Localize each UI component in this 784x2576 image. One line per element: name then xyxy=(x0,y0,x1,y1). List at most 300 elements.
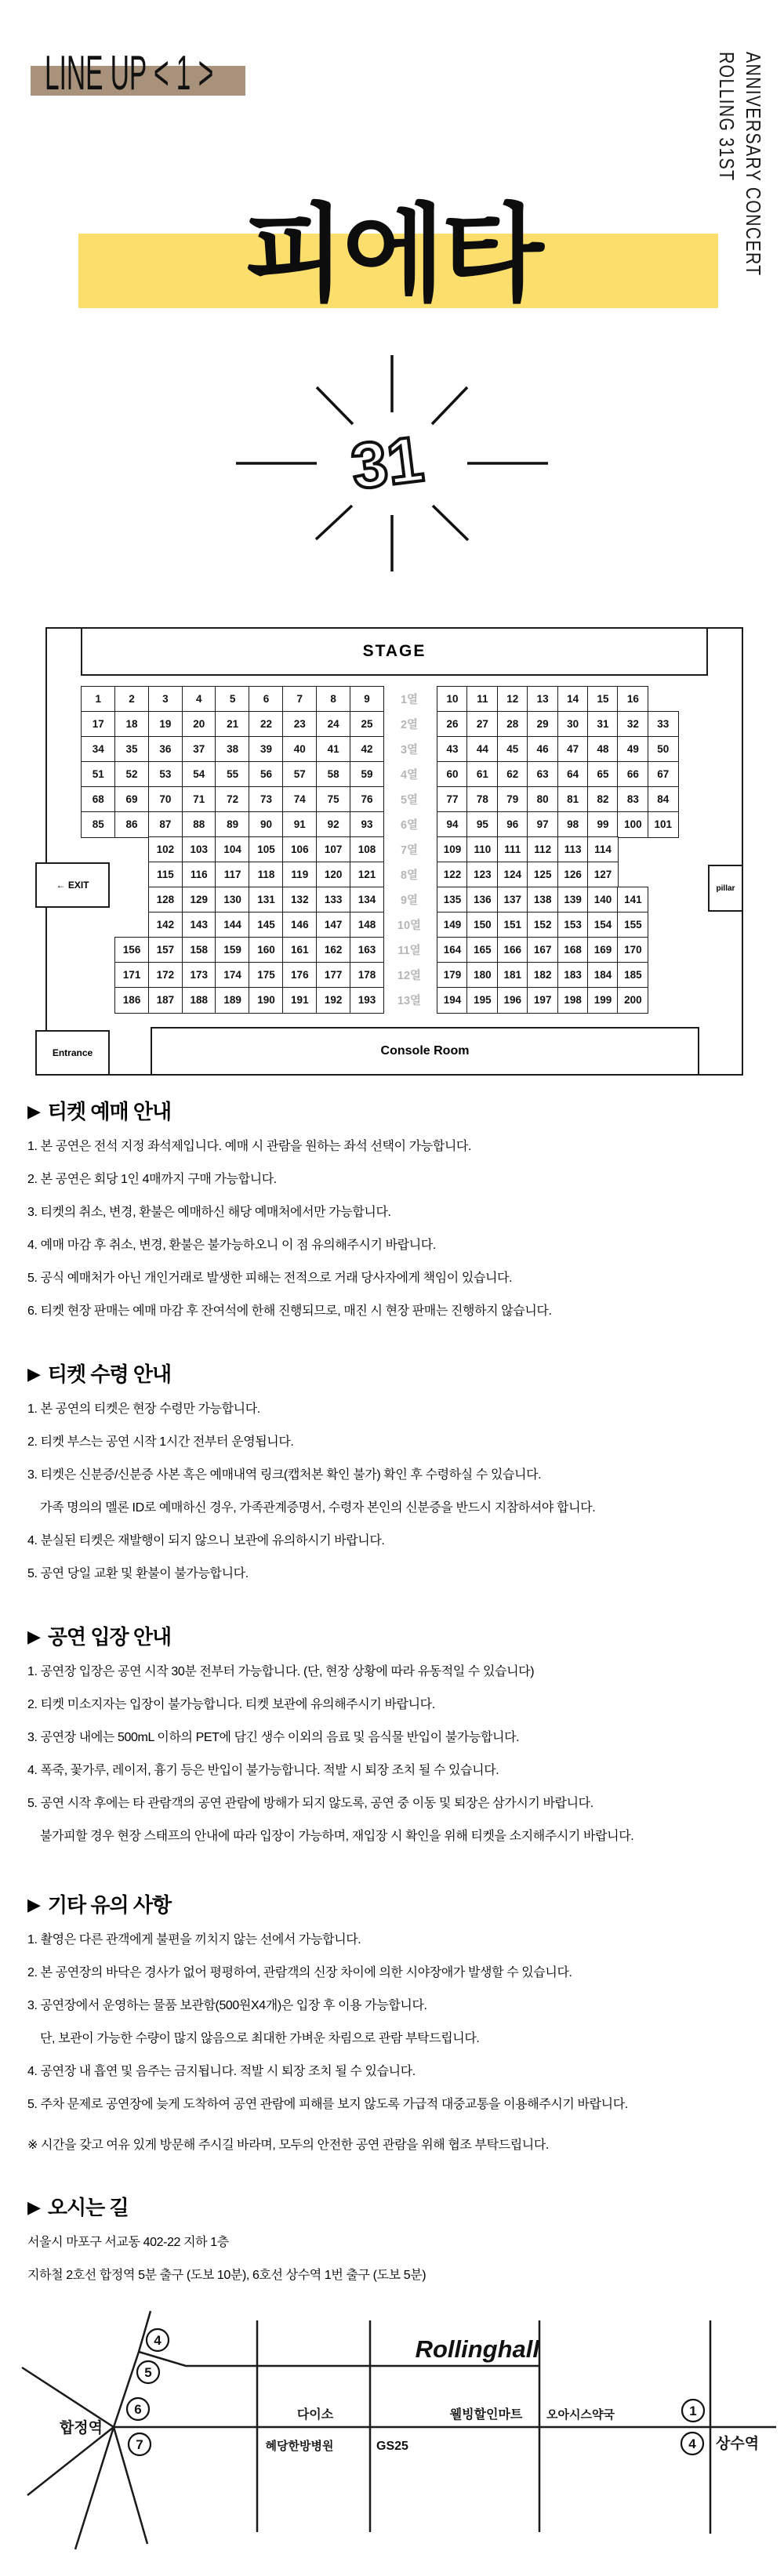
seat-cell: 184 xyxy=(587,962,619,989)
seat-cell: 200 xyxy=(617,987,648,1014)
section-item: 불가피할 경우 현장 스태프의 안내에 따라 입장이 가능하며, 재입장 시 확인을 위해 티켓을 소지해주시기 바랍니다. xyxy=(40,1830,634,1843)
seat-cell: 73 xyxy=(249,786,283,813)
seat-cell: 135 xyxy=(437,887,468,913)
seat-cell: 78 xyxy=(466,786,498,813)
seat-cell: 29 xyxy=(527,711,558,738)
seat-cell: 79 xyxy=(497,786,528,813)
station-label-hapjeong: 합정역 xyxy=(59,2420,103,2436)
venue-label: Rollinghall xyxy=(415,2335,539,2363)
seat-cell: 162 xyxy=(316,937,350,963)
seat-cell: 38 xyxy=(215,736,249,763)
directions-heading: ▶ 오시는 길 xyxy=(27,2196,129,2219)
seat-cell: 159 xyxy=(215,937,249,963)
console-room-box xyxy=(151,1027,699,1076)
seat-cell: 40 xyxy=(282,736,317,763)
seat-cell: 198 xyxy=(557,987,589,1014)
seat-cell: 158 xyxy=(182,937,216,963)
section-item: 가족 명의의 멜론 ID로 예매하신 경우, 가족관계증명서, 수령자 본인의 신분증을 반드시 지참하셔야 합니다. xyxy=(40,1501,596,1515)
station-label-sangsu: 상수역 xyxy=(716,2436,760,2452)
place-label-gs25: GS25 xyxy=(376,2440,408,2453)
seat-cell: 42 xyxy=(350,736,384,763)
seat-cell: 16 xyxy=(617,686,648,713)
seat-cell: 103 xyxy=(182,836,216,863)
seat-cell: 101 xyxy=(648,811,679,838)
seat-cell: 169 xyxy=(587,937,619,963)
seat-cell: 130 xyxy=(215,887,249,913)
lineup-label: LINE UP < 1 > xyxy=(45,46,214,100)
seat-cell: 58 xyxy=(316,761,350,788)
seat-cell: 142 xyxy=(148,912,183,938)
seat-cell: 46 xyxy=(527,736,558,763)
exit-label: ← EXIT xyxy=(56,880,89,891)
pillar-label: pillar xyxy=(716,883,735,893)
seat-cell: 98 xyxy=(557,811,589,838)
seat-cell: 199 xyxy=(587,987,619,1014)
seat-cell: 32 xyxy=(617,711,648,738)
seat-cell: 22 xyxy=(249,711,283,738)
seat-cell: 90 xyxy=(249,811,283,838)
seat-cell: 145 xyxy=(249,912,283,938)
seat-cell: 18 xyxy=(114,711,149,738)
seat-cell: 118 xyxy=(249,862,283,888)
seat-cell: 61 xyxy=(466,761,498,788)
seat-cell: 153 xyxy=(557,912,589,938)
seat-cell: 152 xyxy=(527,912,558,938)
seat-cell: 120 xyxy=(316,862,350,888)
seat-cell: 146 xyxy=(282,912,317,938)
seat-cell: 70 xyxy=(148,786,183,813)
row-label: 4열 xyxy=(400,768,419,782)
seat-cell: 23 xyxy=(282,711,317,738)
section-item: 3. 티켓의 취소, 변경, 환불은 예매하신 해당 예매처에서만 가능합니다. xyxy=(27,1206,391,1219)
seat-cell: 94 xyxy=(437,811,468,838)
section-item: 5. 공식 예매처가 아닌 개인거래로 발생한 피해는 전적으로 거래 당사자에게 책임이 있습니다. xyxy=(27,1272,513,1285)
seat-cell: 170 xyxy=(617,937,648,963)
row-label: 10열 xyxy=(397,919,422,932)
row-label: 6열 xyxy=(400,818,419,832)
section-marker-icon: ▶ xyxy=(27,2197,40,2217)
info-section xyxy=(27,1621,764,1853)
seat-cell: 155 xyxy=(617,912,648,938)
seat-cell: 137 xyxy=(497,887,528,913)
stage-label: STAGE xyxy=(362,642,426,660)
place-label-mart: 웰빙할인마트 xyxy=(449,2408,523,2422)
artist-title: 피에타 xyxy=(243,195,541,314)
seat-cell: 195 xyxy=(466,987,498,1014)
seat-cell: 62 xyxy=(497,761,528,788)
seat-cell: 10 xyxy=(437,686,468,713)
section-marker-icon: ▶ xyxy=(27,1101,40,1121)
section-item: 2. 티켓 미소지자는 입장이 불가능합니다. 티켓 보관에 유의해주시기 바랍니다. xyxy=(27,1698,435,1711)
seat-cell: 113 xyxy=(557,836,589,863)
seat-cell: 93 xyxy=(350,811,384,838)
seat-cell: 77 xyxy=(437,786,468,813)
seat-cell: 39 xyxy=(249,736,283,763)
section-item: 2. 본 공연은 회당 1인 4매까지 구매 가능합니다. xyxy=(27,1173,277,1186)
seat-cell: 36 xyxy=(148,736,183,763)
hapjeong-exit-7-icon xyxy=(129,2433,151,2455)
row-label: 13열 xyxy=(397,994,422,1007)
footnote-notice: ※ 시간을 갖고 여유 있게 방문해 주시길 바라며, 모두의 안전한 공연 관람을 위해 협조 부탁드립니다. xyxy=(27,2139,549,2152)
seat-cell: 126 xyxy=(557,862,589,888)
svg-text:6: 6 xyxy=(134,2402,142,2417)
sangsu-exit-4-icon xyxy=(681,2433,703,2454)
section-heading xyxy=(27,1359,764,1393)
seat-cell: 196 xyxy=(497,987,528,1014)
section-item: 3. 공연장 내에는 500mL 이하의 PET에 담긴 생수 이외의 음료 및 음식물 반입이 불가능합니다. xyxy=(27,1731,520,1744)
seat-cell: 57 xyxy=(282,761,317,788)
map-roads xyxy=(22,2311,776,2549)
directions-section xyxy=(27,2192,764,2292)
seat-cell: 128 xyxy=(148,887,183,913)
road-diagonal-upleft xyxy=(22,2367,114,2427)
seat-cell: 110 xyxy=(466,836,498,863)
svg-text:1: 1 xyxy=(689,2404,697,2418)
seat-cell: 114 xyxy=(587,836,619,863)
row-label: 11열 xyxy=(397,944,421,957)
stage-box xyxy=(81,627,708,676)
section-marker-icon: ▶ xyxy=(27,1895,40,1914)
sangsu-exit-1-icon xyxy=(682,2400,704,2422)
seat-cell: 33 xyxy=(648,711,679,738)
seat-cell: 191 xyxy=(282,987,317,1014)
seat-cell: 108 xyxy=(350,836,384,863)
seat-cell: 19 xyxy=(148,711,183,738)
seat-cell: 156 xyxy=(114,937,149,963)
seat-cell: 48 xyxy=(587,736,619,763)
seat-cell: 141 xyxy=(617,887,648,913)
vertical-title-line-inner: ROLLING 31ST xyxy=(715,52,739,182)
seat-cell: 49 xyxy=(617,736,648,763)
subway-guide: 지하철 2호선 합정역 5분 출구 (도보 10분), 6호선 상수역 1번 출구 (도보 5분) xyxy=(27,2269,426,2282)
section-item: 2. 본 공연장의 바닥은 경사가 없어 평평하여, 관람객의 신장 차이에 의한 시야장애가 발생할 수 있습니다. xyxy=(27,1966,572,1979)
seat-cell: 129 xyxy=(182,887,216,913)
section-item: 4. 분실된 티켓은 재발행이 되지 않으니 보관에 유의하시기 바랍니다. xyxy=(27,1534,385,1547)
section-heading xyxy=(27,1096,764,1130)
svg-text:4: 4 xyxy=(154,2333,162,2348)
row-label: 12열 xyxy=(397,969,422,982)
section-item: 3. 공연장에서 운영하는 물품 보관함(500원X4개)은 입장 후 이용 가능합니다. xyxy=(27,1999,427,2012)
seat-cell: 25 xyxy=(350,711,384,738)
seat-cell: 44 xyxy=(466,736,498,763)
row-label: 2열 xyxy=(400,718,419,731)
seat-cell: 14 xyxy=(557,686,589,713)
seat-cell: 179 xyxy=(437,962,468,989)
seat-cell: 11 xyxy=(466,686,498,713)
seat-cell: 30 xyxy=(557,711,589,738)
seat-cell: 182 xyxy=(527,962,558,989)
seat-cell: 115 xyxy=(148,862,183,888)
seat-cell: 96 xyxy=(497,811,528,838)
seat-cell: 144 xyxy=(215,912,249,938)
seat-cell: 4 xyxy=(182,686,216,713)
seat-cell: 26 xyxy=(437,711,468,738)
venue-address: 서울시 마포구 서교동 402-22 지하 1층 xyxy=(27,2236,229,2249)
seat-cell: 180 xyxy=(466,962,498,989)
seat-cell: 197 xyxy=(527,987,558,1014)
seat-cell: 6 xyxy=(249,686,283,713)
seat-cell: 148 xyxy=(350,912,384,938)
console-room-label: Console Room xyxy=(380,1044,470,1058)
seat-cell: 65 xyxy=(587,761,619,788)
seat-cell: 7 xyxy=(282,686,317,713)
seat-cell: 105 xyxy=(249,836,283,863)
section-marker-icon: ▶ xyxy=(27,1364,40,1384)
seat-cell: 15 xyxy=(587,686,619,713)
seat-cell: 117 xyxy=(215,862,249,888)
seat-cell: 163 xyxy=(350,937,384,963)
section-heading-text: 티켓 예매 안내 xyxy=(47,1100,172,1123)
seat-cell: 21 xyxy=(215,711,249,738)
section-item: 1. 공연장 입장은 공연 시작 30분 전부터 가능합니다. (단, 현장 상황에 따라 유동적일 수 있습니다) xyxy=(27,1665,535,1678)
seat-cell: 193 xyxy=(350,987,384,1014)
section-heading xyxy=(27,1889,764,1924)
seat-cell: 82 xyxy=(587,786,619,813)
seat-cell: 88 xyxy=(182,811,216,838)
seat-cell: 17 xyxy=(81,711,115,738)
seat-cell: 185 xyxy=(617,962,648,989)
seat-cell: 149 xyxy=(437,912,468,938)
entrance-label: Entrance xyxy=(52,1047,93,1058)
row-label: 3열 xyxy=(400,743,419,756)
seat-cell: 51 xyxy=(81,761,115,788)
seat-cell: 71 xyxy=(182,786,216,813)
section-item: 5. 주차 문제로 공연장에 늦게 도착하여 공연 관람에 피해를 보지 않도록 가급적 대중교통을 이용해주시기 바랍니다. xyxy=(27,2098,628,2111)
seat-cell: 102 xyxy=(148,836,183,863)
seat-cell: 31 xyxy=(587,711,619,738)
row-label: 9열 xyxy=(400,894,419,907)
entrance-box xyxy=(35,1030,110,1076)
section-item: 6. 티켓 현장 판매는 예매 마감 후 잔여석에 한해 진행되므로, 매진 시 현장 판매는 진행하지 않습니다. xyxy=(27,1304,552,1318)
info-section xyxy=(27,1889,764,2121)
seat-cell: 161 xyxy=(282,937,317,963)
seat-cell: 192 xyxy=(316,987,350,1014)
seat-cell: 76 xyxy=(350,786,384,813)
seat-cell: 187 xyxy=(148,987,183,1014)
info-section xyxy=(27,1359,764,1591)
seat-cell: 190 xyxy=(249,987,283,1014)
section-heading-text: 티켓 수령 안내 xyxy=(47,1362,172,1386)
seat-cell: 111 xyxy=(497,836,528,863)
seat-cell: 9 xyxy=(350,686,384,713)
seat-cell: 3 xyxy=(148,686,183,713)
seat-cell: 69 xyxy=(114,786,149,813)
seat-cell: 116 xyxy=(182,862,216,888)
seat-cell: 37 xyxy=(182,736,216,763)
svg-text:4: 4 xyxy=(688,2436,696,2451)
seat-cell: 99 xyxy=(587,811,619,838)
seat-cell: 74 xyxy=(282,786,317,813)
seat-cell: 134 xyxy=(350,887,384,913)
place-label-pharmacy: 오아시스약국 xyxy=(546,2408,615,2422)
row-label: 5열 xyxy=(400,793,419,807)
seat-cell: 41 xyxy=(316,736,350,763)
hapjeong-exit-4-icon xyxy=(147,2329,169,2351)
road-diagonal-downleft-1 xyxy=(27,2427,114,2495)
seat-cell: 136 xyxy=(466,887,498,913)
seat-cell: 173 xyxy=(182,962,216,989)
seat-cell: 165 xyxy=(466,937,498,963)
seat-cell: 8 xyxy=(316,686,350,713)
seat-cell: 97 xyxy=(527,811,558,838)
section-item: 1. 본 공연의 티켓은 현장 수령만 가능합니다. xyxy=(27,1402,260,1416)
seat-cell: 43 xyxy=(437,736,468,763)
seat-cell: 123 xyxy=(466,862,498,888)
seat-cell: 131 xyxy=(249,887,283,913)
section-item: 1. 본 공연은 전석 지정 좌석제입니다. 예매 시 관람을 원하는 좌석 선택이 가능합니다. xyxy=(27,1140,472,1153)
seat-cell: 87 xyxy=(148,811,183,838)
seat-cell: 28 xyxy=(497,711,528,738)
seat-cell: 50 xyxy=(648,736,679,763)
seat-cell: 160 xyxy=(249,937,283,963)
seat-cell: 106 xyxy=(282,836,317,863)
seat-cell: 175 xyxy=(249,962,283,989)
exit-box xyxy=(35,862,110,908)
seat-cell: 164 xyxy=(437,937,468,963)
seat-cell: 138 xyxy=(527,887,558,913)
seat-cell: 45 xyxy=(497,736,528,763)
seat-cell: 186 xyxy=(114,987,149,1014)
seat-cell: 176 xyxy=(282,962,317,989)
seat-cell: 139 xyxy=(557,887,589,913)
section-item: 4. 공연장 내 흡연 및 음주는 금지됩니다. 적발 시 퇴장 조치 될 수 있습니다. xyxy=(27,2065,416,2078)
seat-cell: 83 xyxy=(617,786,648,813)
pillar-box xyxy=(708,865,743,912)
seat-cell: 27 xyxy=(466,711,498,738)
seat-cell: 166 xyxy=(497,937,528,963)
svg-text:5: 5 xyxy=(144,2365,152,2380)
seat-cell: 172 xyxy=(148,962,183,989)
seat-cell: 53 xyxy=(148,761,183,788)
seat-cell: 95 xyxy=(466,811,498,838)
logo-number: 31 xyxy=(347,423,427,503)
seat-cell: 154 xyxy=(587,912,619,938)
seat-cell: 54 xyxy=(182,761,216,788)
seat-cell: 89 xyxy=(215,811,249,838)
seat-cell: 107 xyxy=(316,836,350,863)
seat-cell: 194 xyxy=(437,987,468,1014)
anniversary-31-logo xyxy=(220,337,564,588)
seat-cell: 66 xyxy=(617,761,648,788)
seat-cell: 147 xyxy=(316,912,350,938)
seat-cell: 189 xyxy=(215,987,249,1014)
seat-cell: 5 xyxy=(215,686,249,713)
section-item: 단, 보관이 가능한 수량이 많지 않음으로 최대한 가벼운 차림으로 관람 부탁드립니다. xyxy=(40,2032,480,2045)
seat-cell: 52 xyxy=(114,761,149,788)
row-label: 7열 xyxy=(400,844,419,857)
svg-text:7: 7 xyxy=(136,2437,143,2452)
road-diagonal-downleft-2 xyxy=(75,2427,114,2549)
seat-cell: 34 xyxy=(81,736,115,763)
seat-cell: 35 xyxy=(114,736,149,763)
seat-cell: 119 xyxy=(282,862,317,888)
seat-cell: 109 xyxy=(437,836,468,863)
seat-cell: 1 xyxy=(81,686,115,713)
section-item: 5. 공연 시작 후에는 타 관람객의 공연 관람에 방해가 되지 않도록, 공연 중 이동 및 퇴장은 삼가시기 바랍니다. xyxy=(27,1797,593,1810)
seat-cell: 143 xyxy=(182,912,216,938)
seat-cell: 60 xyxy=(437,761,468,788)
section-heading-text: 기타 유의 사항 xyxy=(47,1893,172,1917)
seat-cell: 178 xyxy=(350,962,384,989)
row-label: 1열 xyxy=(400,693,419,706)
seat-cell: 133 xyxy=(316,887,350,913)
location-map xyxy=(0,2301,784,2576)
seat-cell: 174 xyxy=(215,962,249,989)
seat-cell: 104 xyxy=(215,836,249,863)
seat-cell: 188 xyxy=(182,987,216,1014)
vertical-title-line-outer: ANNIVERSARY CONCERT xyxy=(742,52,765,277)
section-item: 4. 예매 마감 후 취소, 변경, 환불은 불가능하오니 이 점 유의해주시기 바랍니다. xyxy=(27,1239,436,1252)
place-label-daiso: 다이소 xyxy=(296,2408,334,2422)
section-marker-icon: ▶ xyxy=(27,1627,40,1646)
seat-cell: 63 xyxy=(527,761,558,788)
section-item: 2. 티켓 부스는 공연 시작 1시간 전부터 운영됩니다. xyxy=(27,1435,294,1449)
seat-cell: 121 xyxy=(350,862,384,888)
section-heading-text: 공연 입장 안내 xyxy=(47,1625,172,1649)
seat-cell: 171 xyxy=(114,962,149,989)
seat-cell: 151 xyxy=(497,912,528,938)
seat-cell: 112 xyxy=(527,836,558,863)
seat-cell: 100 xyxy=(617,811,648,838)
seat-cell: 181 xyxy=(497,962,528,989)
seat-cell: 91 xyxy=(282,811,317,838)
seat-cell: 81 xyxy=(557,786,589,813)
hapjeong-exit-6-icon xyxy=(127,2398,149,2420)
row-label: 8열 xyxy=(400,869,419,882)
seat-cell: 168 xyxy=(557,937,589,963)
section-item: 3. 티켓은 신분증/신분증 사본 혹은 예매내역 링크(캡처본 확인 불가) 확인 후 수령하실 수 있습니다. xyxy=(27,1468,542,1482)
seat-cell: 68 xyxy=(81,786,115,813)
place-label-hospital: 혜당한방병원 xyxy=(265,2440,334,2453)
seat-cell: 67 xyxy=(648,761,679,788)
seat-cell: 122 xyxy=(437,862,468,888)
hapjeong-exit-5-icon xyxy=(137,2361,159,2383)
seat-cell: 47 xyxy=(557,736,589,763)
seat-cell: 125 xyxy=(527,862,558,888)
section-item: 5. 공연 당일 교환 및 환불이 불가능합니다. xyxy=(27,1567,249,1580)
seat-cell: 84 xyxy=(648,786,679,813)
section-heading xyxy=(27,1621,764,1656)
seat-cell: 56 xyxy=(249,761,283,788)
seat-cell: 24 xyxy=(316,711,350,738)
seat-cell: 177 xyxy=(316,962,350,989)
section-item: 1. 촬영은 다른 관객에게 불편을 끼치지 않는 선에서 가능합니다. xyxy=(27,1933,361,1947)
seat-cell: 86 xyxy=(114,811,149,838)
seat-cell: 20 xyxy=(182,711,216,738)
seat-cell: 55 xyxy=(215,761,249,788)
seat-cell: 124 xyxy=(497,862,528,888)
seat-cell: 64 xyxy=(557,761,589,788)
info-section xyxy=(27,1096,764,1328)
seat-cell: 132 xyxy=(282,887,317,913)
seat-cell: 92 xyxy=(316,811,350,838)
seat-cell: 183 xyxy=(557,962,589,989)
seat-cell: 2 xyxy=(114,686,149,713)
seat-cell: 85 xyxy=(81,811,115,838)
seat-cell: 13 xyxy=(527,686,558,713)
seat-cell: 80 xyxy=(527,786,558,813)
seat-cell: 127 xyxy=(587,862,619,888)
seat-cell: 150 xyxy=(466,912,498,938)
seat-cell: 167 xyxy=(527,937,558,963)
seat-cell: 72 xyxy=(215,786,249,813)
seat-cell: 75 xyxy=(316,786,350,813)
seat-cell: 12 xyxy=(497,686,528,713)
seat-cell: 157 xyxy=(148,937,183,963)
seat-cell: 140 xyxy=(587,887,619,913)
seat-cell: 59 xyxy=(350,761,384,788)
section-item: 4. 폭죽, 꽃가루, 레이저, 흉기 등은 반입이 불가능합니다. 적발 시 퇴장 조치 될 수 있습니다. xyxy=(27,1764,499,1777)
